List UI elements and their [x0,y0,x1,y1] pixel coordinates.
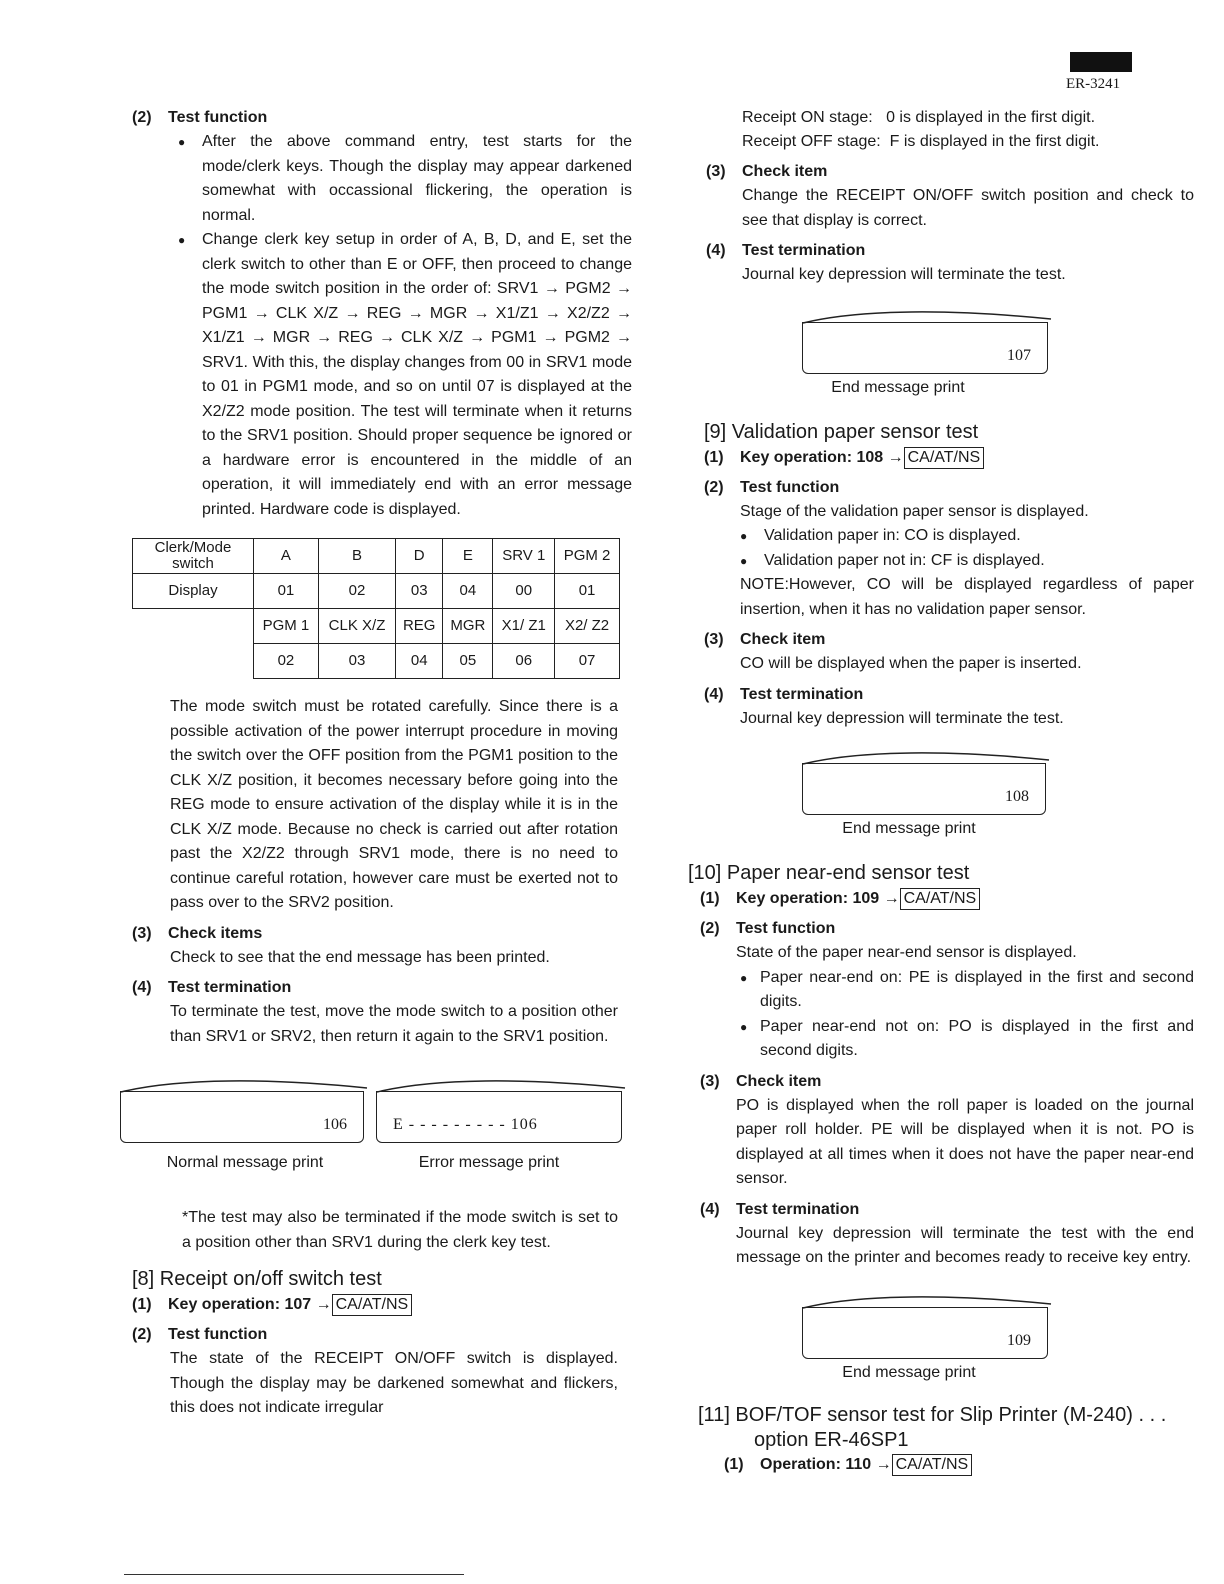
section-10-3-heading: (3) Check item [700,1072,822,1090]
message-prints [120,1079,632,1189]
near-end-check-text: PO is displayed when the roll paper is loaded on the journal paper roll holder. PE will be displayed when it is not. PO is displayed at all times when it does not have the paper near-end sensor. [736,1096,1194,1187]
receipt-off-stage: Receipt OFF stage: F is displayed in the first digit. [742,133,1100,150]
right-column [688,106,1194,1477]
bullet-clerk-setup: ● Change clerk key setup in order of A, B, D, and E, set the clerk switch to other than E or OFF, then proceed to change the mode switch position in the order of: SRV1 → PGM2 → PGM1 → CLK X/Z → REG → MGR → X1/Z1 → X2/Z2 → X1/Z1 → MGR → REG → CLK X/Z → PGM1 → PGM2 → SRV1. With this, the display changes from 00 in SRV1 mode to 01 in PGM1 mode, and so on until 07 is displayed at the X2/Z2 mode position. The test will terminate when it returns to the SRV1 position. Should proper sequence be ignored or a hardware error is encountered in the middle of an operation, it will immediately end with an error message printed. Hardware code is displayed. [132,228,632,522]
validation-termination-text: Journal key depression will terminate the test. [740,709,1064,727]
table-cell: PGM 1 [254,609,319,644]
section-8-key-operation: (1) Key operation: 107 → CA/AT/NS [132,1293,632,1317]
ca-at-ns-key: CA/AT/NS [892,1454,973,1476]
table-cell: 03 [396,574,443,609]
document-code: ER-3241 [1066,76,1121,92]
table-cell: 00 [493,574,555,609]
tape-109 [802,1307,1048,1359]
check-items-text: Check to see that the end message has been printed. [170,948,550,966]
section-9-title: [9] Validation paper sensor test [704,420,979,443]
table-cell: 01 [254,574,319,609]
mode-switch-paragraph: The mode switch must be rotated carefully. Since there is a possible activation of the power interrupt procedure in moving the switch over the OFF position from the PGM1 position to the CLK X/Z position, it becomes necessary before going into the REG mode to ensure activation of the display while it is in the CLK X/Z mode. Because no check is carried out after rotation past the X2/Z2 through SRV1 mode, there is no need to continue careful rotation, however care must be exerted not to pass over to the SRV2 position. [170,698,618,911]
near-end-termination-text: Journal key depression will terminate the test with the end message on the printer and becomes ready to receive key entry. [736,1224,1194,1266]
near-end-bullet-on: ● Paper near-end on: PE is displayed in the first and second digits. [694,966,1194,1015]
ca-at-ns-key: CA/AT/NS [332,1294,413,1316]
validation-function-text: Stage of the validation paper sensor is displayed. [740,502,1089,520]
table-cell: X2/ Z2 [555,609,620,644]
end-message-caption: End message print [831,378,965,396]
section-11-operation: (1) Operation: 110 → CA/AT/NS [694,1453,1194,1477]
left-column [132,106,632,1421]
error-message-caption: Error message print [418,1154,560,1171]
section-10-key-operation: (1) Key operation: 109 → CA/AT/NS [694,887,1194,911]
section-9-key-operation: (1) Key operation: 108 → CA/AT/NS [694,446,1194,470]
section-9-3-heading: (3) Check item [704,631,826,648]
section-11-title: [11] BOF/TOF sensor test for Slip Printer (M-240) . . . option ER-46SP1 [698,1403,1167,1451]
normal-message-tape [120,1091,364,1143]
table-cell: REG [396,609,443,644]
section-10-title: [10] Paper near-end sensor test [688,862,970,884]
table-cell: SRV 1 [493,539,555,574]
right-termination-text: Journal key depression will terminate the test. [742,266,1066,283]
section-3-heading: (3) Check items [132,924,263,942]
near-end-function-text: State of the paper near-end sensor is displayed. [736,944,1077,961]
tape-108 [802,763,1046,815]
end-message-109 [694,1295,1194,1387]
ca-at-ns-key: CA/AT/NS [904,447,985,469]
table-cell: MGR [443,609,493,644]
tape-109-code: 109 [1007,1331,1031,1349]
end-message-107 [694,310,1194,402]
table-cell: CLK X/Z [318,609,395,644]
tape-107-code: 107 [1007,346,1031,364]
table-cell: 01 [555,574,620,609]
receipt-on-stage: Receipt ON stage: 0 is displayed in the first digit. [742,109,1096,126]
logo-mark [1070,52,1132,72]
error-message-code: E - - - - - - - - - 106 [393,1116,538,1133]
normal-message-code: 106 [323,1116,347,1133]
table-cell: E [443,539,493,574]
table-cell: 04 [443,574,493,609]
validation-check-text: CO will be displayed when the paper is inserted. [740,655,1082,672]
table-cell: 02 [318,574,395,609]
table-cell: 07 [555,644,620,679]
end-message-108 [694,751,1194,843]
near-end-bullet-off: ● Paper near-end not on: PO is displayed in the first and second digits. [694,1015,1194,1064]
table-cell: D [396,539,443,574]
receipt-test-function-text: The state of the RECEIPT ON/OFF switch is displayed. Though the display may be darkened somewhat and flickers, this does not indicate irregular [170,1350,618,1416]
table-cell: PGM 2 [555,539,620,574]
section-8-2-heading: (2) Test function [132,1326,268,1343]
table-cell: 03 [318,644,395,679]
right-check-item-text: Change the RECEIPT ON/OFF switch position and check to see that display is correct. [742,187,1194,229]
right-section-3-heading: (3) Check item [706,163,828,180]
section-10-4-heading: (4) Test termination [700,1200,860,1218]
right-section-4-heading: (4) Test termination [706,242,866,259]
clerk-mode-table [132,538,620,679]
table-cell: A [254,539,319,574]
end-message-caption: End message print [842,820,976,837]
section-9-4-heading: (4) Test termination [704,685,864,703]
validation-bullet-in: ● Validation paper in: CO is displayed. [694,524,1194,549]
section-10-2-heading: (2) Test function [700,920,836,937]
validation-bullet-not-in: ● Validation paper not in: CF is displayed. [694,549,1194,574]
normal-message-caption: Normal message print [166,1154,324,1171]
error-message-tape [376,1091,622,1143]
validation-note: NOTE:However, CO will be displayed regardless of paper insertion, when it has no validation paper sensor. [740,576,1194,618]
table-cell: B [318,539,395,574]
section-4-heading: (4) Test termination [132,979,292,996]
table-cell: X1/ Z1 [493,609,555,644]
footer-rule [124,1574,464,1575]
end-message-caption: End message print [842,1363,976,1381]
table-header-label: Clerk/Mode switch [133,539,254,574]
ca-at-ns-key: CA/AT/NS [900,888,981,910]
section-9-2-heading: (2) Test function [704,478,840,496]
tape-108-code: 108 [1005,788,1029,805]
table-display-label: Display [133,574,254,609]
test-termination-text: To terminate the test, move the mode switch to a position other than SRV1 or SRV2, then return it again to the SRV1 position. [170,1003,618,1045]
tape-107 [802,322,1048,374]
table-cell: 04 [396,644,443,679]
table-cell: 02 [254,644,319,679]
note-paragraph: *The test may also be terminated if the mode switch is set to a position other than SRV1 during the clerk key test. [182,1209,618,1251]
bullet-test-start: ● After the above command entry, test starts for the mode/clerk keys. Though the display may appear darkened somewhat with occassional flickering, the operation is normal. [132,130,632,228]
table-cell: 05 [443,644,493,679]
section-8-title: [8] Receipt on/off switch test [132,1268,382,1290]
section-2-heading: (2) Test function [132,109,268,126]
table-cell: 06 [493,644,555,679]
